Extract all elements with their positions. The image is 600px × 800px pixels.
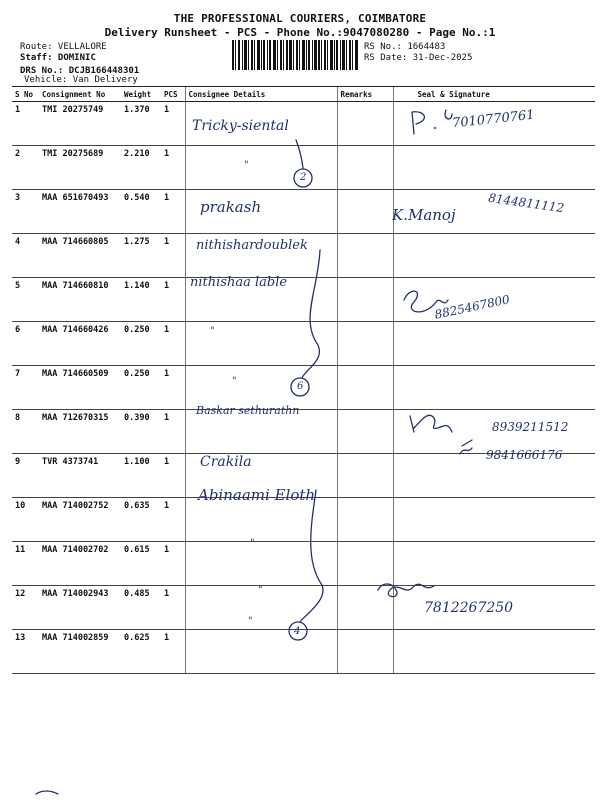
cell-sno: 4 <box>12 234 39 278</box>
circled-count-1: 2 <box>300 172 307 183</box>
col-remarks: Remarks <box>337 87 393 102</box>
cell-weight: 1.100 <box>121 454 161 498</box>
cell-consignment: TVR 4373741 <box>39 454 121 498</box>
route-label: Route: VELLALORE <box>20 42 107 52</box>
cell-sno: 11 <box>12 542 39 586</box>
cell-weight: 2.210 <box>121 146 161 190</box>
cell-pcs: 1 <box>161 322 185 366</box>
cell-sno: 8 <box>12 410 39 454</box>
cell-consignment: MAA 651670493 <box>39 190 121 234</box>
cell-sno: 7 <box>12 366 39 410</box>
cell-consignment: MAA 714660509 <box>39 366 121 410</box>
ditto-mark-7: " <box>232 376 237 387</box>
cell-pcs: 1 <box>161 102 185 146</box>
runsheet-subtitle: Delivery Runsheet - PCS - Phone No.:9047080280 - Page No.:1 <box>104 26 496 39</box>
consignee-handwriting-9: Crakila <box>200 454 252 470</box>
cell-weight: 0.485 <box>121 586 161 630</box>
rs-date: RS Date: 31-Dec-2025 <box>364 53 473 63</box>
phone-number-8: 8939211512 <box>492 420 569 434</box>
cell-sno: 9 <box>12 454 39 498</box>
company-title: THE PROFESSIONAL COURIERS, COIMBATORE <box>173 12 427 25</box>
signature-1 <box>412 110 452 134</box>
cell-pcs: 1 <box>161 278 185 322</box>
cell-pcs: 1 <box>161 190 185 234</box>
cell-consignment: MAA 714660805 <box>39 234 121 278</box>
ditto-mark-2: " <box>244 160 249 171</box>
consignee-handwriting-1: Tricky-siental <box>192 118 289 134</box>
signature-name-3: K.Manoj <box>392 206 456 224</box>
staff-label: Staff: DOMINIC <box>20 53 96 63</box>
cell-pcs: 1 <box>161 630 185 674</box>
cell-pcs: 1 <box>161 498 185 542</box>
count-circle-1 <box>294 169 312 187</box>
cell-sno: 6 <box>12 322 39 366</box>
cell-sno: 1 <box>12 102 39 146</box>
cell-weight: 1.140 <box>121 278 161 322</box>
phone-number-3: 8144811112 <box>487 190 565 216</box>
phone-number-13: 7812267250 <box>424 600 514 616</box>
signature-13 <box>378 584 434 597</box>
signature-8 <box>410 415 452 432</box>
cell-sno: 12 <box>12 586 39 630</box>
vehicle-label: Vehicle: Van Delivery <box>24 75 138 85</box>
consignee-handwriting-3: prakash <box>200 198 262 216</box>
ditto-mark-12: " <box>258 585 263 596</box>
cell-sno: 3 <box>12 190 39 234</box>
consignee-handwriting-8: Baskar sethurathn <box>196 404 300 417</box>
cell-consignment: MAA 714660426 <box>39 322 121 366</box>
cell-pcs: 1 <box>161 146 185 190</box>
ditto-mark-13: " <box>248 616 253 627</box>
stray-mark <box>36 791 58 794</box>
cell-pcs: 1 <box>161 586 185 630</box>
cell-sno: 2 <box>12 146 39 190</box>
cell-pcs: 1 <box>161 454 185 498</box>
bracket-line-1 <box>296 140 303 168</box>
ditto-mark-11: " <box>250 538 255 549</box>
bracket-line-2 <box>302 250 320 378</box>
phone-number-9: 9841666176 <box>486 448 563 462</box>
cell-sno: 5 <box>12 278 39 322</box>
cell-weight: 1.275 <box>121 234 161 278</box>
ditto-mark-6: " <box>210 326 215 337</box>
count-circle-3 <box>289 622 307 640</box>
cell-pcs: 1 <box>161 234 185 278</box>
cell-weight: 0.250 <box>121 322 161 366</box>
consignee-handwriting-10: Abinaami Eloth <box>198 486 316 504</box>
cell-weight: 0.540 <box>121 190 161 234</box>
cell-weight: 0.250 <box>121 366 161 410</box>
col-pcs: PCS <box>161 87 185 102</box>
col-consignment: Consignment No <box>39 87 121 102</box>
cell-consignment: MAA 714002943 <box>39 586 121 630</box>
cell-consignment: MAA 712670315 <box>39 410 121 454</box>
phone-number-5: 8825467800 <box>433 292 511 322</box>
count-circle-2 <box>291 378 309 396</box>
cell-pcs: 1 <box>161 542 185 586</box>
cell-weight: 0.635 <box>121 498 161 542</box>
phone-number-1: 7010770761 <box>451 107 536 132</box>
col-sno: S No <box>12 87 39 102</box>
consignee-handwriting-4: nithishardoublek <box>196 238 308 253</box>
cell-weight: 0.625 <box>121 630 161 674</box>
cell-consignment: TMI 20275689 <box>39 146 121 190</box>
bracket-line-3 <box>300 490 323 622</box>
cell-consignment: MAA 714002702 <box>39 542 121 586</box>
signature-5 <box>404 291 448 312</box>
cell-weight: 0.390 <box>121 410 161 454</box>
cell-consignment: MAA 714660810 <box>39 278 121 322</box>
col-weight: Weight <box>121 87 161 102</box>
drs-number: DRS No.: DCJB166448301 <box>20 66 140 76</box>
cell-weight: 1.370 <box>121 102 161 146</box>
consignee-handwriting-5: nithishaa lable <box>190 275 288 290</box>
cell-pcs: 1 <box>161 366 185 410</box>
col-consignee: Consignee Details <box>185 87 337 102</box>
circled-count-2: 6 <box>297 381 304 392</box>
cell-consignment: MAA 714002752 <box>39 498 121 542</box>
signature-9 <box>460 440 472 454</box>
col-seal-signature: Seal & Signature <box>393 87 595 102</box>
cell-pcs: 1 <box>161 410 185 454</box>
cell-consignment: MAA 714002859 <box>39 630 121 674</box>
rs-number: RS No.: 1664483 <box>364 42 446 52</box>
cell-weight: 0.615 <box>121 542 161 586</box>
cell-sno: 10 <box>12 498 39 542</box>
circled-count-3: 4 <box>294 626 301 637</box>
cell-sno: 13 <box>12 630 39 674</box>
cell-consignment: TMI 20275749 <box>39 102 121 146</box>
